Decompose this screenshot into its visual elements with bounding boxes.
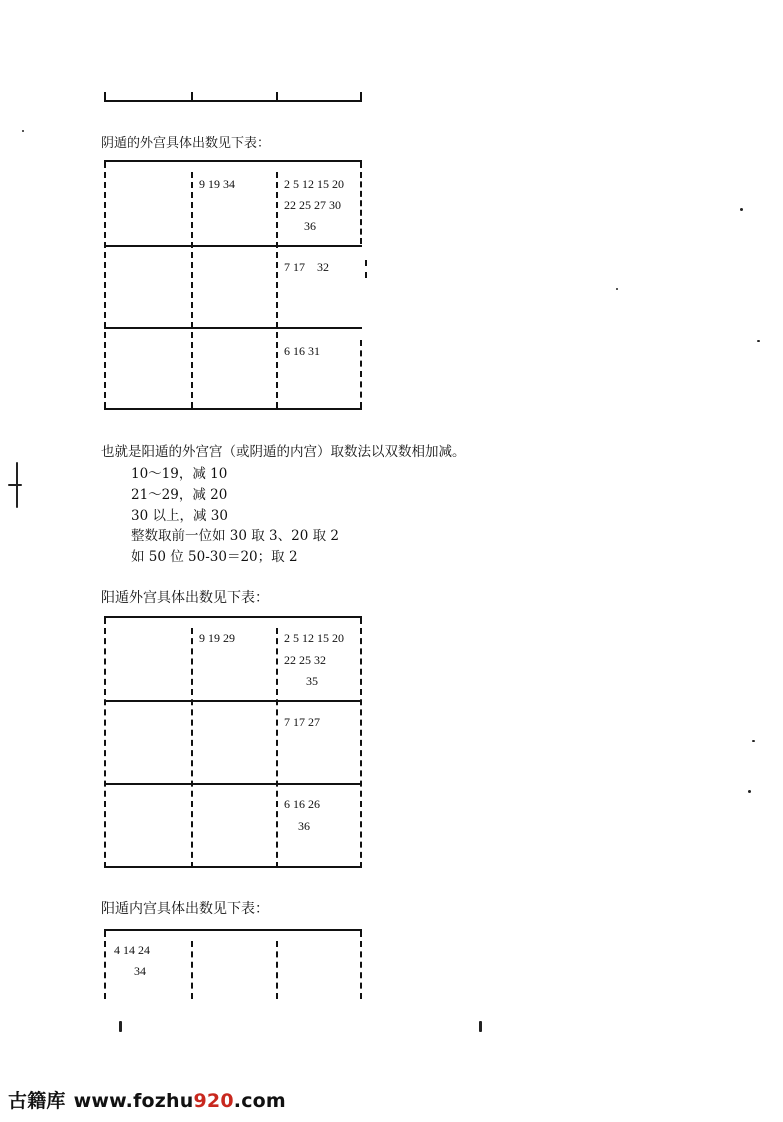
table-bottom-rule <box>104 408 362 410</box>
table-cell: 22 25 27 30 <box>284 198 341 212</box>
corner-tick <box>104 160 106 168</box>
corner-tick <box>360 160 362 168</box>
table-cell: 4 14 24 <box>114 943 150 957</box>
watermark-url-prefix: www.fozhu <box>73 1090 194 1112</box>
table-bottom-rule <box>104 100 362 102</box>
table-border-left <box>104 172 106 408</box>
rule-line: 21～29，减 20 <box>131 487 228 503</box>
corner-tick <box>360 929 362 937</box>
table-cell: 9 19 34 <box>199 177 235 191</box>
corner-tick <box>104 929 106 937</box>
table-cell: 22 25 32 <box>284 653 326 667</box>
watermark-url-suffix: .com <box>233 1090 286 1112</box>
table-heading-yang-inner: 阳遁内宫具体出数见下表： <box>101 901 269 917</box>
table-cell: 36 <box>304 219 316 233</box>
scan-speck <box>757 340 760 342</box>
table-cell: 6 16 26 <box>284 797 320 811</box>
scan-speck <box>740 208 743 211</box>
scan-mark <box>479 1021 482 1032</box>
table-row-rule <box>104 783 362 785</box>
table-top-rule <box>104 929 362 931</box>
site-watermark <box>8 1086 286 1113</box>
table-row-rule <box>104 327 362 329</box>
corner-tick <box>104 616 106 624</box>
table-divider <box>191 172 193 408</box>
table-cell: 2 5 12 15 20 <box>284 177 344 191</box>
scan-mark <box>119 1021 122 1032</box>
rule-line: 30 以上，减 30 <box>131 508 228 524</box>
table-divider <box>191 628 193 868</box>
table-border-right <box>360 941 362 999</box>
table-border-right <box>360 340 362 408</box>
table-heading-yin-outer: 阴遁的外宫具体出数见下表： <box>101 136 271 151</box>
table-border-right <box>360 172 362 244</box>
table-divider <box>276 941 278 999</box>
table-top-rule <box>104 160 362 162</box>
table-cell: 2 5 12 15 20 <box>284 631 344 645</box>
rule-intro: 也就是阳遁的外宫宫（或阴遁的内宫）取数法以双数相加减。 <box>101 444 466 460</box>
table-cell: 9 19 29 <box>199 631 235 645</box>
table-row-rule <box>104 245 362 247</box>
table-divider <box>276 172 278 408</box>
table-top-rule <box>104 616 362 618</box>
table-border-right <box>360 628 362 868</box>
table-divider <box>191 941 193 999</box>
table-cell: 6 16 31 <box>284 344 320 358</box>
table-row-rule <box>104 700 362 702</box>
table-cell: 35 <box>306 674 318 688</box>
table-border-left <box>104 941 106 999</box>
watermark-url-number: 920 <box>193 1090 234 1112</box>
table-bottom-rule <box>104 866 362 868</box>
table-divider <box>276 628 278 868</box>
table-cell: 34 <box>134 964 146 978</box>
rule-line: 如 50 位 50-30＝20；取 2 <box>131 549 298 565</box>
scan-speck <box>616 288 618 290</box>
rule-line: 10～19，减 10 <box>131 466 228 482</box>
corner-tick <box>360 616 362 624</box>
rule-line: 整数取前一位如 30 取 3、20 取 2 <box>131 528 339 544</box>
table-cell: 7 17 32 <box>284 260 329 274</box>
table-cell: 7 17 27 <box>284 715 320 729</box>
scan-mark <box>8 484 22 486</box>
table-border-right <box>365 260 367 278</box>
scan-speck <box>752 740 755 742</box>
scan-speck <box>748 790 751 793</box>
table-cell: 36 <box>298 819 310 833</box>
table-heading-yang-outer: 阳遁外宫具体出数见下表： <box>101 590 269 606</box>
scan-speck <box>22 130 24 132</box>
watermark-site-name: 古籍库 <box>8 1090 66 1112</box>
table-border-left <box>104 628 106 868</box>
